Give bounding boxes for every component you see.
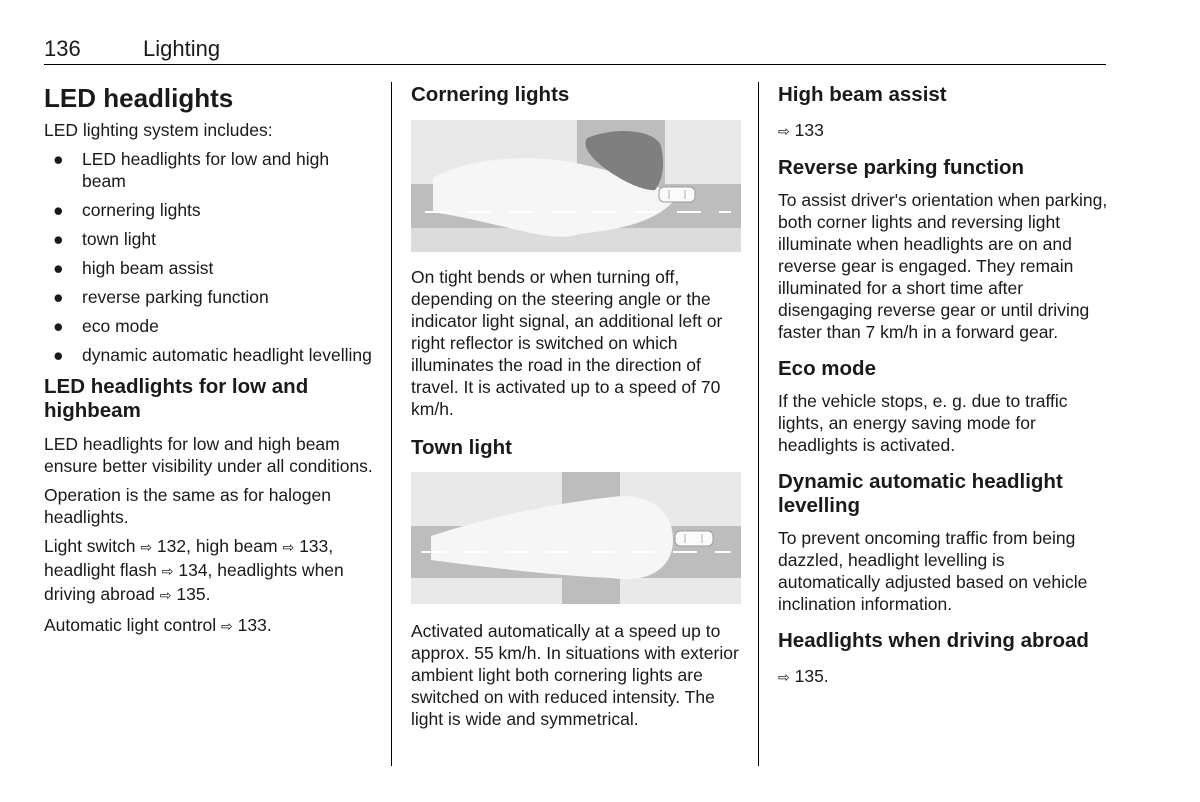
page-header [44,34,1106,65]
section-heading: Town light [411,436,512,459]
paragraph: LED headlights for low and high beam ensure better visibility under all conditions. [44,434,373,476]
xref-arrow-icon: ⇨ [221,619,233,635]
section-title: Lighting [143,36,221,61]
section-heading: Dynamic automatic headlight levelling [778,470,1063,517]
cross-reference-paragraph: Automatic light control ⇨ 133. [44,615,272,635]
xref-arrow-icon: ⇨ [159,588,172,604]
paragraph: Activated automatically at a speed up to approx. 55 km/h. In situations with exterior ambient light both cornering lights are switched on with reduced intensity. The light is wide and symmetrical. [411,621,739,729]
section-heading: High beam assist [778,83,947,106]
town-light-illustration [411,472,741,604]
xref-arrow-icon: ⇨ [282,540,295,556]
list-item: ● cornering lights [53,200,201,220]
cross-reference: ⇨ 135. [778,666,829,686]
paragraph: If the vehicle stops, e. g. due to traffic lights, an energy saving mode for headlights is activated. [778,391,1068,455]
intro-text: LED lighting system includes: [44,120,273,140]
paragraph: Operation is the same as for halogen headlights. [44,485,331,527]
xref-arrow-icon: ⇨ [161,564,174,580]
column-divider [391,82,392,766]
page-number: 136 [44,36,81,61]
bullet-icon: ● [53,345,64,365]
cross-reference: ⇨ 133 [778,120,824,140]
bullet-icon: ● [53,200,64,220]
section-heading: Headlights when driving abroad [778,629,1089,652]
list-item: ● reverse parking function [53,287,269,307]
list-item: ● dynamic automatic headlight levelling [53,345,372,365]
paragraph: To prevent oncoming traffic from being dazzled, headlight levelling is automatically adjusted based on vehicle inclination information. [778,528,1088,614]
page-title: LED headlights [44,83,234,113]
list-item: ● high beam assist [53,258,214,278]
list-item: ● LED headlights for low and high beam [53,149,330,191]
column-left [44,83,374,638]
paragraph: To assist driver's orientation when parking, both corner lights and reversing light illuminate when headlights are on and reverse gear is engaged. They remain illuminated for a short time after disengaging reverse gear or until driving faster than 7 km/h in a forward gear. [778,190,1108,342]
column-divider [758,82,759,766]
feature-list [44,148,374,366]
cornering-light-illustration [411,120,741,252]
cross-reference-paragraph: Light switch ⇨ 132, high beam ⇨ 133, headlight flash ⇨ 134, headlights when driving abroad ⇨ 135. [44,536,344,604]
bullet-icon: ● [53,149,64,169]
section-heading: Eco mode [778,357,876,380]
section-heading: Reverse parking function [778,156,1025,179]
bullet-icon: ● [53,287,64,307]
bullet-icon: ● [53,258,64,278]
xref-arrow-icon: ⇨ [778,670,790,686]
column-right [778,83,1108,689]
bullet-icon: ● [53,229,64,249]
list-item: ● town light [53,229,156,249]
xref-arrow-icon: ⇨ [140,540,153,556]
section-heading: Cornering lights [411,83,570,106]
paragraph: On tight bends or when turning off, depending on the steering angle or the indicator light signal, an additional left or right reflector is switched on which illuminates the road in the direction of travel. It is activated up to a speed of 70 km/h. [411,267,723,419]
bullet-icon: ● [53,316,64,336]
section-heading: LED headlights for low and highbeam [44,375,309,422]
xref-arrow-icon: ⇨ [778,124,790,140]
list-item: ● eco mode [53,316,159,336]
column-middle [411,83,741,730]
